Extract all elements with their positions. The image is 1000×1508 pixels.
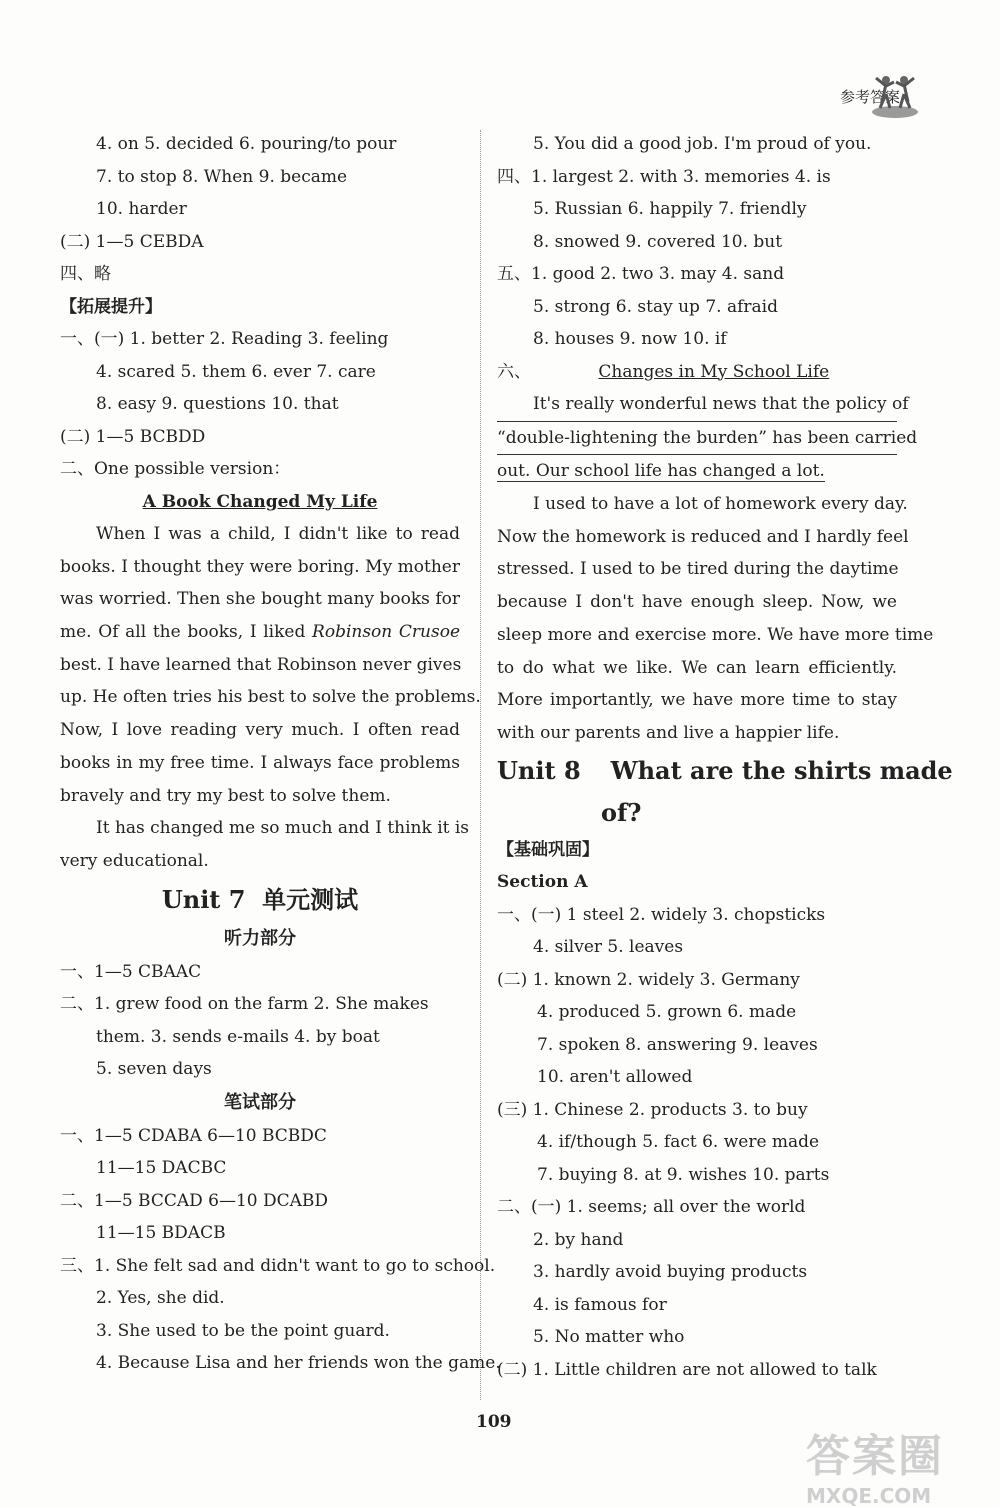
underlined-line: “double-lightening the burden” has been carried xyxy=(497,422,897,456)
watermark-url: MXQE.COM xyxy=(806,1484,932,1508)
answer-line: 7. to stop 8. When 9. became xyxy=(96,166,348,187)
answer-line: (二) 1—5 CEBDA xyxy=(60,231,204,252)
answer-line: 一、(一) 1. better 2. Reading 3. feeling xyxy=(60,329,389,349)
answer-line: 一、(一) 1 steel 2. widely 3. chopsticks xyxy=(497,904,826,925)
answer-line: 五、1. good 2. two 3. may 4. sand xyxy=(497,264,785,284)
answer-line: 5. strong 6. stay up 7. afraid xyxy=(533,296,778,317)
answer-line: 4. produced 5. grown 6. made xyxy=(537,1002,797,1023)
answer-line: 11—15 DACBC xyxy=(96,1158,227,1179)
answer-line: 4. is famous for xyxy=(533,1294,667,1315)
unit8-title xyxy=(497,750,953,792)
answer-line: 5. seven days xyxy=(96,1059,212,1080)
answer-line: (二) 1. known 2. widely 3. Germany xyxy=(497,969,800,990)
essay-line: books in my free time. I always face problems xyxy=(60,752,460,773)
answer-line: 一、1—5 CDABA 6—10 BCBDC xyxy=(60,1125,327,1146)
unit8-title-text: What are the shirts made xyxy=(610,755,953,785)
header-logo-icon xyxy=(870,72,920,120)
unit8-title-cont: of? xyxy=(601,797,642,827)
writing-heading: 笔试部分 xyxy=(224,1091,296,1113)
answer-line: 10. aren't allowed xyxy=(537,1067,693,1088)
essay-line xyxy=(60,616,460,649)
answer-line: 4. scared 5. them 6. ever 7. care xyxy=(96,361,376,382)
essay-line: books. I thought they were boring. My mother xyxy=(60,556,460,577)
essay-line: up. He often tries his best to solve the problems. xyxy=(60,687,481,708)
essay-line: to do what we like. We can learn efficiently. xyxy=(497,657,897,678)
answer-line: 5. You did a good job. I'm proud of you. xyxy=(533,134,872,154)
answer-line: 三、1. She felt sad and didn't want to go to school. xyxy=(60,1255,496,1276)
answer-line: them. 3. sends e-mails 4. by boat xyxy=(96,1026,380,1047)
underlined-line xyxy=(497,455,897,488)
page-number: 109 xyxy=(476,1412,512,1432)
answer-line: 7. spoken 8. answering 9. leaves xyxy=(537,1034,818,1055)
answer-line: 11—15 BDACB xyxy=(96,1223,226,1244)
essay-title: A Book Changed My Life xyxy=(142,491,378,512)
watermark xyxy=(806,1420,986,1508)
answer-line: 4. if/though 5. fact 6. were made xyxy=(537,1132,820,1153)
answer-line: 3. She used to be the point guard. xyxy=(96,1320,390,1341)
essay-title: Changes in My School Life xyxy=(598,361,830,382)
unit8-number: Unit 8 xyxy=(497,755,581,785)
answer-line: 8. easy 9. questions 10. that xyxy=(96,394,339,414)
answer-line: 4. on 5. decided 6. pouring/to pour xyxy=(96,134,397,154)
left-column xyxy=(60,128,501,1380)
essay-line: sleep more and exercise more. We have more time xyxy=(497,624,934,645)
essay-line: stressed. I used to be tired during the daytime xyxy=(497,559,899,580)
essay-line: was worried. Then she bought many books for xyxy=(60,589,460,610)
answer-line: 4. silver 5. leaves xyxy=(533,937,684,958)
answer-line: 二、1—5 BCCAD 6—10 DCABD xyxy=(60,1190,329,1211)
column-divider xyxy=(480,130,481,1400)
essay-line: When I was a child, I didn't like to read xyxy=(96,524,460,544)
section-label: Section A xyxy=(497,872,588,893)
essay-line: with our parents and live a happier life. xyxy=(497,722,840,743)
answer-line: 四、1. largest 2. with 3. memories 4. is xyxy=(497,166,831,187)
essay-line: It has changed me so much and I think it is xyxy=(96,818,470,839)
underlined-text: out. Our school life has changed a lot. xyxy=(497,461,825,482)
answer-line: 四、略 xyxy=(60,264,111,284)
essay-line: because I don't have enough sleep. Now, we xyxy=(497,592,897,613)
essay-line: I used to have a lot of homework every day. xyxy=(533,494,908,515)
watermark-logo: 答案圈 xyxy=(806,1431,944,1482)
answer-line: 5. Russian 6. happily 7. friendly xyxy=(533,199,807,219)
question-number: 六、 xyxy=(497,361,531,382)
answer-line: 10. harder xyxy=(96,199,187,219)
essay-line: Now, I love reading very much. I often read xyxy=(60,720,460,741)
listening-heading: 听力部分 xyxy=(224,927,296,949)
essay-line: More importantly, we have more time to stay xyxy=(497,690,897,711)
answer-line: (三) 1. Chinese 2. products 3. to buy xyxy=(497,1099,808,1120)
answer-line: 7. buying 8. at 9. wishes 10. parts xyxy=(537,1164,830,1185)
header-label: 参考答案 xyxy=(839,88,900,106)
answer-line: (二) 1—5 BCBDD xyxy=(60,426,206,447)
answer-line: 二、(一) 1. seems; all over the world xyxy=(497,1197,806,1218)
answer-line: 2. by hand xyxy=(533,1229,624,1250)
essay-line: bravely and try my best to solve them. xyxy=(60,785,391,806)
essay-title-line xyxy=(497,356,897,389)
essay-text: me. Of all the books, I liked xyxy=(60,622,306,643)
answer-line: 2. Yes, she did. xyxy=(96,1288,225,1309)
book-name: Robinson Crusoe xyxy=(312,622,461,643)
answer-line: 3. hardly avoid buying products xyxy=(533,1262,808,1283)
essay-line: very educational. xyxy=(60,850,209,871)
essay-line: best. I have learned that Robinson never gives xyxy=(60,654,462,675)
section-heading: 【拓展提升】 xyxy=(60,296,162,317)
unit7-title: Unit 7 单元测试 xyxy=(161,884,359,914)
right-column xyxy=(497,128,953,1386)
section-heading: 【基础巩固】 xyxy=(497,839,599,860)
answer-line: 8. houses 9. now 10. if xyxy=(533,329,727,349)
answer-line: 8. snowed 9. covered 10. but xyxy=(533,231,783,252)
answer-line: 二、One possible version： xyxy=(60,459,291,479)
essay-line: Now the homework is reduced and I hardly feel xyxy=(497,526,909,547)
underlined-line: It's really wonderful news that the policy of xyxy=(497,388,897,422)
answer-line: 二、1. grew food on the farm 2. She makes xyxy=(60,994,429,1015)
answer-line: 4. Because Lisa and her friends won the game. xyxy=(96,1353,501,1374)
answer-line: (二) 1. Little children are not allowed to talk xyxy=(497,1359,877,1380)
answer-line: 5. No matter who xyxy=(533,1327,685,1348)
answer-line: 一、1—5 CBAAC xyxy=(60,961,202,982)
